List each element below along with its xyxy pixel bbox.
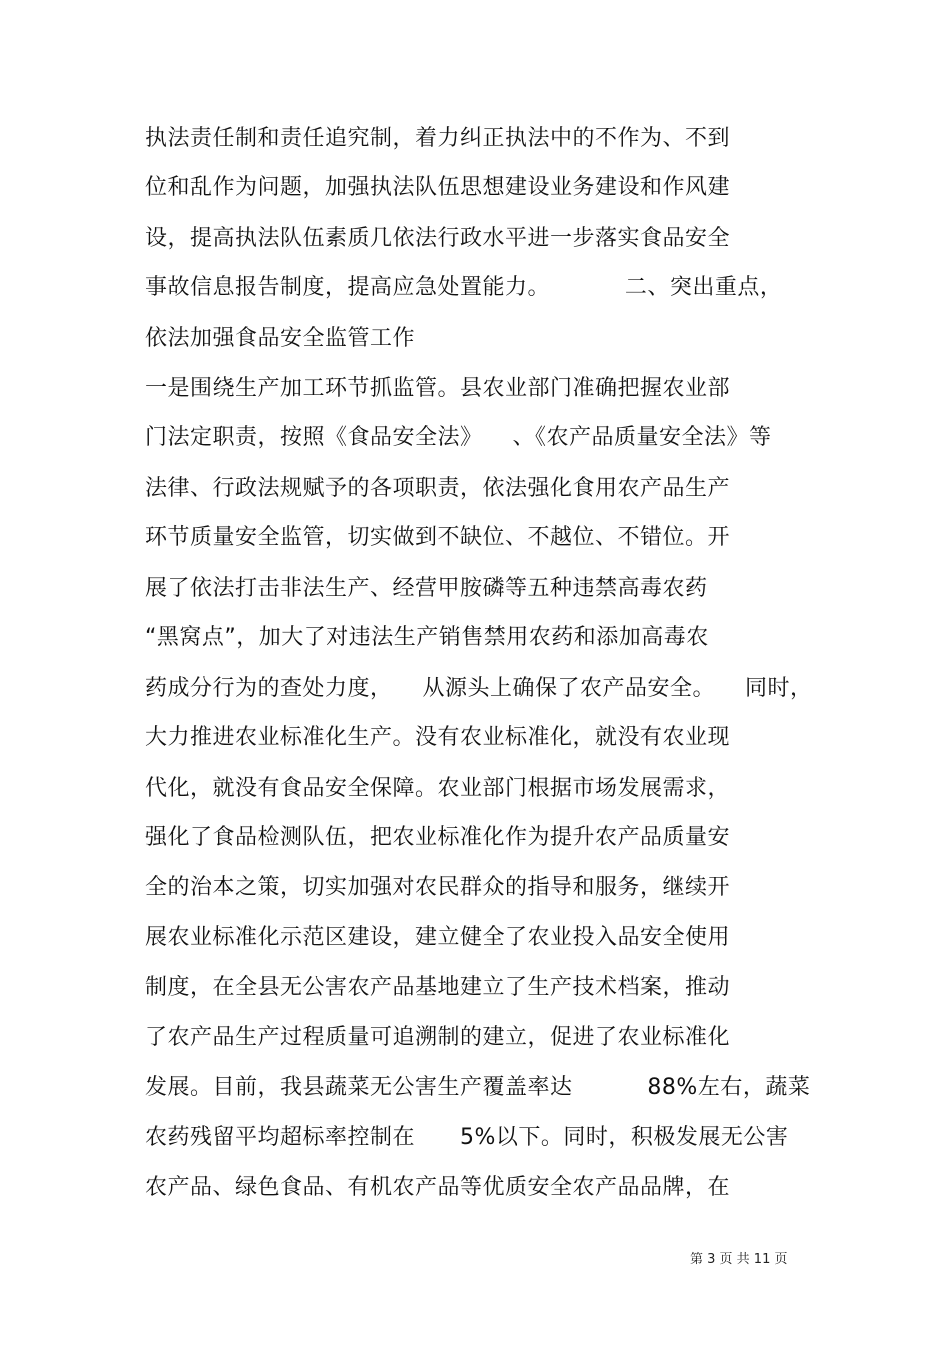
body-text-line: 一是围绕生产加工环节抓监管。县农业部门准确把握农业部 (145, 376, 731, 401)
body-text-line: 了农产品生产过程质量可追溯制的建立，促进了农业标准化 (145, 1025, 731, 1050)
body-text-line: 展了依法打击非法生产、经营甲胺磷等五种违禁高毒农药 (145, 576, 708, 601)
body-text-line: 事故信息报告制度，提高应急处置能力。 二、突出重点， (145, 275, 783, 300)
body-text-line: 设，提高执法队伍素质几依法行政水平进一步落实食品安全 (145, 226, 731, 251)
body-text-line: 展农业标准化示范区建设，建立健全了农业投入品安全使用 (145, 925, 731, 950)
body-text-line: 全的治本之策，切实加强对农民群众的指导和服务，继续开 (145, 875, 731, 900)
body-text-line: 环节质量安全监管，切实做到不缺位、不越位、不错位。开 (145, 525, 731, 550)
page-number-footer: 第 3 页 共 11 页 (690, 1252, 788, 1267)
body-text-line: 执法责任制和责任追究制，着力纠正执法中的不作为、不到 (145, 126, 731, 151)
body-text-line: 大力推进农业标准化生产。没有农业标准化，就没有农业现 (145, 725, 731, 750)
body-text-line: “黑窝点”，加大了对违法生产销售禁用农药和添加高毒农 (145, 625, 709, 650)
section-heading-line: 依法加强食品安全监管工作 (145, 326, 416, 351)
body-text-line: 位和乱作为问题，加强执法队伍思想建设业务建设和作风建 (145, 175, 731, 200)
body-text-line: 门法定职责，按照《食品安全法》 、《农产品质量安全法》等 (145, 425, 772, 450)
body-text-line: 农药残留平均超标率控制在 5%以下。同时，积极发展无公害 (145, 1125, 789, 1150)
body-text-line: 法律、行政法规赋予的各项职责，依法强化食用农产品生产 (145, 476, 731, 501)
body-text-line: 发展。目前，我县蔬菜无公害生产覆盖率达 88%左右，蔬菜 (145, 1075, 811, 1100)
body-text-line: 强化了食品检测队伍，把农业标准化作为提升农产品质量安 (145, 825, 731, 850)
body-text-line: 代化，就没有食品安全保障。农业部门根据市场发展需求， (145, 776, 731, 801)
body-text-line: 农产品、绿色食品、有机农产品等优质安全农产品品牌，在 (145, 1175, 731, 1200)
body-text-line: 药成分行为的查处力度， 从源头上确保了农产品安全。 同时， (145, 676, 813, 701)
body-text-line: 制度，在全县无公害农产品基地建立了生产技术档案，推动 (145, 975, 731, 1000)
